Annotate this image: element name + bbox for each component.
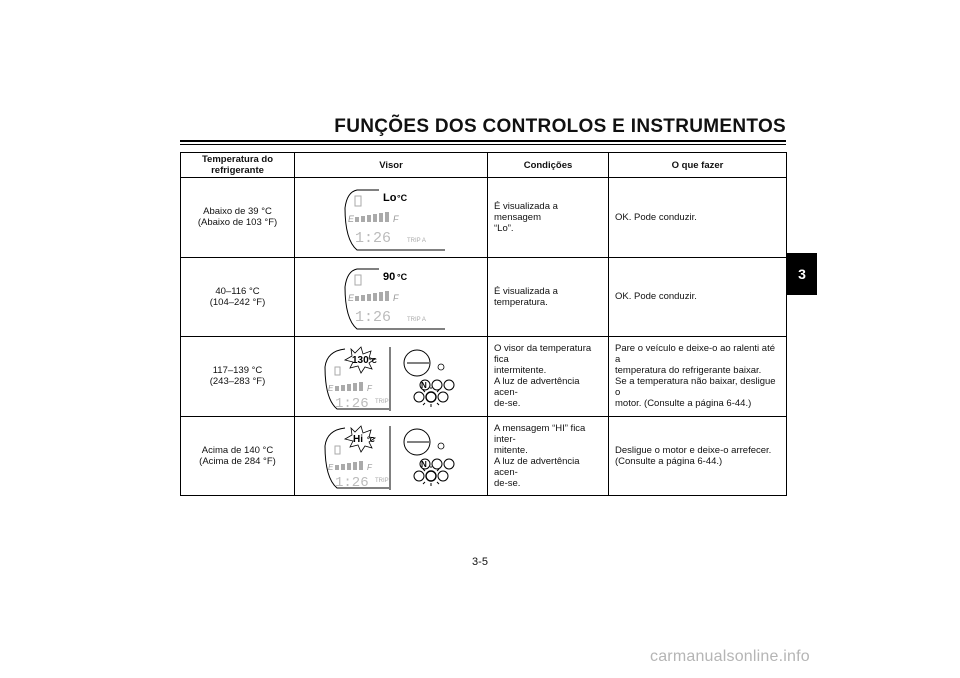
lcd-clock: 1:26 xyxy=(355,309,392,327)
gauge-f-label: F xyxy=(367,383,372,393)
trip-label: TRIP A xyxy=(407,317,426,324)
column-header-display: Visor xyxy=(295,153,488,178)
gauge-e-label: E xyxy=(328,463,334,473)
action-cell: OK. Pode conduzir. xyxy=(609,178,787,258)
action-cell: Desligue o motor e deixe-o arrefecer. (Consulte a página 6-44.) xyxy=(609,416,787,496)
gauge-f-label: F xyxy=(393,293,399,304)
coolant-warning-light-icon xyxy=(426,392,436,402)
lcd-display-warning-illustration xyxy=(295,339,488,414)
coolant-temperature-table xyxy=(180,152,787,496)
abs-indicator-icon xyxy=(438,471,448,481)
column-header-conditions: Condições xyxy=(488,153,609,178)
indicator-lamp-icon xyxy=(438,364,444,370)
table-row xyxy=(181,178,787,258)
trip-label: TRIP xyxy=(375,398,389,405)
display-cell xyxy=(295,178,488,258)
lcd-display-illustration xyxy=(295,180,488,255)
gauge-f-label: F xyxy=(393,213,399,224)
table-row xyxy=(181,416,787,496)
display-cell xyxy=(295,337,488,417)
lcd-temperature-unit: °C xyxy=(369,357,377,365)
lcd-display-illustration xyxy=(295,259,488,334)
thermometer-icon xyxy=(335,446,340,454)
lcd-clock: 1:26 xyxy=(335,395,369,412)
engine-indicator-icon xyxy=(444,380,454,390)
gauge-f-label: F xyxy=(367,463,372,473)
table-header-row xyxy=(181,153,787,178)
thermometer-icon xyxy=(355,275,361,285)
lcd-temperature-value: 130 xyxy=(352,354,369,366)
oil-indicator-icon xyxy=(432,380,442,390)
temperature-cell: Acima de 140 °C (Acima de 284 °F) xyxy=(181,416,295,496)
oil-indicator-icon xyxy=(432,459,442,469)
lcd-temperature-value: Lo xyxy=(383,191,397,204)
trip-label: TRIP xyxy=(375,478,389,485)
lcd-temperature-unit: °C xyxy=(367,437,375,445)
conditions-cell: A mensagem “HI” fica inter- mitente. A luz de advertência acen- de-se. xyxy=(488,416,609,496)
column-header-action: O que fazer xyxy=(609,153,787,178)
display-cell xyxy=(295,416,488,496)
page-title: FUNÇÕES DOS CONTROLOS E INSTRUMENTOS xyxy=(334,116,786,137)
title-rule-thick xyxy=(180,140,786,142)
fuel-indicator-icon xyxy=(414,471,424,481)
conditions-cell: O visor da temperatura fica intermitente. A luz de advertência acen- de-se. xyxy=(488,337,609,417)
indicator-lamp-icon xyxy=(438,443,444,449)
page-number: 3-5 xyxy=(472,556,488,568)
thermometer-icon xyxy=(355,196,361,206)
table-row xyxy=(181,257,787,337)
lcd-display-warning-illustration xyxy=(295,418,488,493)
table-row xyxy=(181,337,787,417)
action-cell: Pare o veículo e deixe-o ao ralenti até a temperatura do refrigerante baixar. Se a temperatura não baixar, desligue o motor. (Consulte a página 6-44.) xyxy=(609,337,787,417)
neutral-indicator-label: N xyxy=(421,380,427,390)
gauge-e-label: E xyxy=(348,213,355,224)
title-rule-thin xyxy=(180,144,786,145)
lcd-temperature-unit: °C xyxy=(397,192,408,203)
gauge-e-label: E xyxy=(348,293,355,304)
lcd-clock: 1:26 xyxy=(355,229,392,247)
lcd-temperature-value: 90 xyxy=(383,271,396,284)
column-header-temperature: Temperatura do refrigerante xyxy=(181,153,295,178)
chapter-tab: 3 xyxy=(787,253,817,295)
conditions-cell: É visualizada a mensagem “Lo”. xyxy=(488,178,609,258)
conditions-cell: É visualizada a temperatura. xyxy=(488,257,609,337)
lcd-clock: 1:26 xyxy=(335,475,369,492)
watermark-text: carmanualsonline.info xyxy=(650,648,810,665)
action-cell: OK. Pode conduzir. xyxy=(609,257,787,337)
temperature-cell: 40–116 °C (104–242 °F) xyxy=(181,257,295,337)
temperature-cell: 117–139 °C (243–283 °F) xyxy=(181,337,295,417)
lcd-temperature-unit: °C xyxy=(397,272,408,283)
neutral-indicator-label: N xyxy=(421,460,427,470)
engine-indicator-icon xyxy=(444,459,454,469)
display-cell xyxy=(295,257,488,337)
lcd-temperature-value: Hi xyxy=(353,434,363,446)
gauge-e-label: E xyxy=(328,383,334,393)
thermometer-icon xyxy=(335,367,340,375)
coolant-warning-light-icon xyxy=(426,471,436,481)
fuel-indicator-icon xyxy=(414,392,424,402)
trip-label: TRIP A xyxy=(407,237,426,244)
abs-indicator-icon xyxy=(438,392,448,402)
temperature-cell: Abaixo de 39 °C (Abaixo de 103 °F) xyxy=(181,178,295,258)
